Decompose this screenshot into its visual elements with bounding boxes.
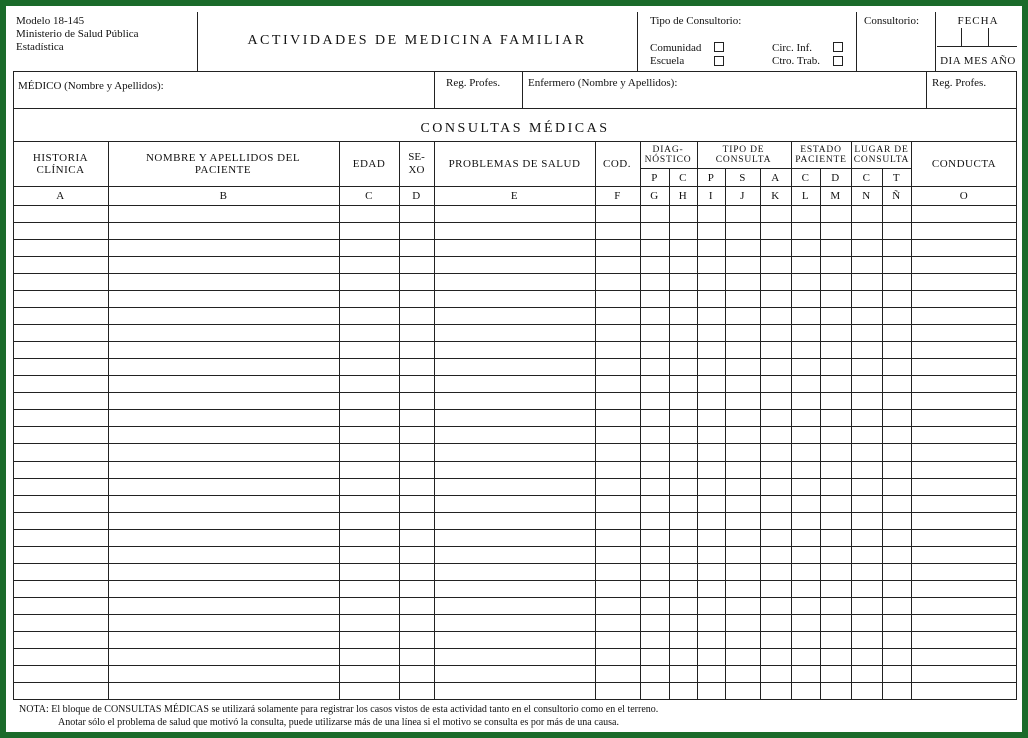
col-edad-header: EDAD [352, 158, 386, 170]
col-estado-paciente-header: ESTADO PACIENTE [795, 145, 847, 165]
table-row-line [13, 478, 1017, 479]
table-row-line [13, 426, 1017, 427]
note-line-2: Anotar sólo el problema de salud que motivó la consulta, puede utilizarse más de una línea si el motivo se consulta es por más de una causa. [58, 717, 619, 728]
circ-inf-checkbox[interactable] [833, 42, 843, 52]
letter-o: O [959, 189, 969, 202]
table-row-line [13, 290, 1017, 291]
subcol-c-estado: C [801, 171, 810, 184]
table-body[interactable] [13, 205, 1017, 699]
col-sexo-line2: XO [408, 164, 425, 176]
letter-c: C [365, 189, 373, 202]
group-header-line [640, 168, 911, 169]
option-ctro-trab-label: Ctro. Trab. [772, 55, 820, 67]
option-escuela-label: Escuela [650, 55, 685, 67]
fecha-divider [937, 46, 1017, 47]
option-comunidad-label: Comunidad [650, 42, 702, 54]
subcol-t-lugar: T [892, 171, 901, 184]
table-row-line [13, 324, 1017, 325]
table-row-line [13, 580, 1017, 581]
table-bottom-line [13, 699, 1017, 700]
comunidad-checkbox[interactable] [714, 42, 724, 52]
table-row-line [13, 307, 1017, 308]
table-row-line [13, 461, 1017, 462]
subcol-d-estado: D [831, 171, 840, 184]
consultorio-label: Consultorio: [864, 15, 920, 27]
table-row-line [13, 256, 1017, 257]
table-row-line [13, 392, 1017, 393]
letter-d: D [412, 189, 421, 202]
table-row-line [13, 222, 1017, 223]
col-diagnostico-line1: DIAG- [652, 145, 684, 155]
fecha-tick [961, 28, 962, 47]
personnel-divider [926, 71, 927, 108]
personnel-divider [522, 71, 523, 108]
letter-m: M [830, 189, 841, 202]
col-tipo-consulta-header: TIPO DE CONSULTA [715, 145, 772, 165]
table-row-line [13, 512, 1017, 513]
col-diagnostico-header [640, 142, 696, 168]
letter-e: E [510, 189, 519, 202]
col-conducta-header: CONDUCTA [931, 158, 997, 170]
table-row-line [13, 375, 1017, 376]
letter-f: F [614, 189, 621, 202]
table-row-line [13, 341, 1017, 342]
header-bottom-line [13, 71, 1017, 72]
col-sexo-line1: SE- [408, 151, 425, 163]
col-sexo-header [399, 142, 434, 186]
table-row-line [13, 358, 1017, 359]
table-row-line [13, 409, 1017, 410]
letter-j: J [740, 189, 745, 202]
personnel-bottom-line [13, 108, 1017, 109]
col-problemas-header: PROBLEMAS DE SALUD [448, 158, 581, 170]
enfermero-label: Enfermero (Nombre y Apellidos): [528, 77, 678, 89]
note-line-1: NOTA: El bloque de CONSULTAS MÉDICAS se utilizará solamente para registrar los casos vistos de esta actividad tanto en el consultorio como en el terreno. [19, 704, 659, 715]
table-row-line [13, 443, 1017, 444]
form-page [6, 6, 1022, 732]
reg-profes-enfermero-label: Reg. Profes. [932, 77, 987, 89]
table-row-line [13, 546, 1017, 547]
col-nombre-header: NOMBRE Y APELLIDOS DEL PACIENTE [145, 152, 301, 176]
subcol-a-tipo: A [771, 171, 780, 184]
letter-a: A [56, 189, 65, 202]
letter-l: L [801, 189, 810, 202]
subcol-c-diag: C [679, 171, 687, 184]
section-title: CONSULTAS MÉDICAS [420, 121, 610, 136]
fecha-sub-label: DIA MES AÑO [940, 55, 1016, 67]
header-divider [637, 12, 638, 71]
fecha-tick [988, 28, 989, 47]
table-row-line [13, 529, 1017, 530]
letter-b: B [219, 189, 228, 202]
reg-profes-medico-label: Reg. Profes. [446, 77, 501, 89]
table-row-line [13, 563, 1017, 564]
col-lugar-consulta-header: LUGAR DE CONSULTA [853, 145, 910, 165]
col-diagnostico-line2: NÓSTICO [644, 155, 692, 165]
letter-enye: Ñ [892, 189, 901, 202]
table-row-line [13, 631, 1017, 632]
subcol-p-diag: P [651, 171, 658, 184]
fecha-label: FECHA [957, 15, 999, 27]
option-circ-inf-label: Circ. Inf. [772, 42, 813, 54]
letter-n: N [862, 189, 871, 202]
letter-i: I [708, 189, 714, 202]
form-dept: Estadística [16, 41, 64, 53]
letter-h: H [678, 189, 688, 202]
section-title-bottom-line [13, 141, 1017, 142]
table-row-line [13, 597, 1017, 598]
ctro-trab-checkbox[interactable] [833, 56, 843, 66]
form-ministry: Ministerio de Salud Pública [16, 28, 139, 40]
header-divider [856, 12, 857, 71]
personnel-divider [434, 71, 435, 108]
medico-label: MÉDICO (Nombre y Apellidos): [18, 80, 164, 92]
letter-g: G [650, 189, 659, 202]
table-row-line [13, 665, 1017, 666]
table-row-line [13, 682, 1017, 683]
letter-k: K [771, 189, 780, 202]
column-header-bottom-line [13, 186, 1017, 187]
header-divider [935, 12, 936, 71]
form-model: Modelo 18-145 [16, 15, 85, 27]
subcol-p-tipo: P [707, 171, 715, 184]
tipo-consultorio-label: Tipo de Consultorio: [650, 15, 742, 27]
header-divider [197, 12, 198, 71]
subcol-s-tipo: S [739, 171, 746, 184]
page-title: ACTIVIDADES DE MEDICINA FAMILIAR [247, 33, 587, 48]
table-row-line [13, 273, 1017, 274]
subcol-c-lugar: C [862, 171, 871, 184]
col-cod-header: COD. [603, 158, 631, 170]
table-row-line [13, 239, 1017, 240]
table-row-line [13, 495, 1017, 496]
table-row-line [13, 614, 1017, 615]
col-historia-header: HISTORIA CLÍNICA [32, 152, 89, 176]
escuela-checkbox[interactable] [714, 56, 724, 66]
table-row-line [13, 648, 1017, 649]
